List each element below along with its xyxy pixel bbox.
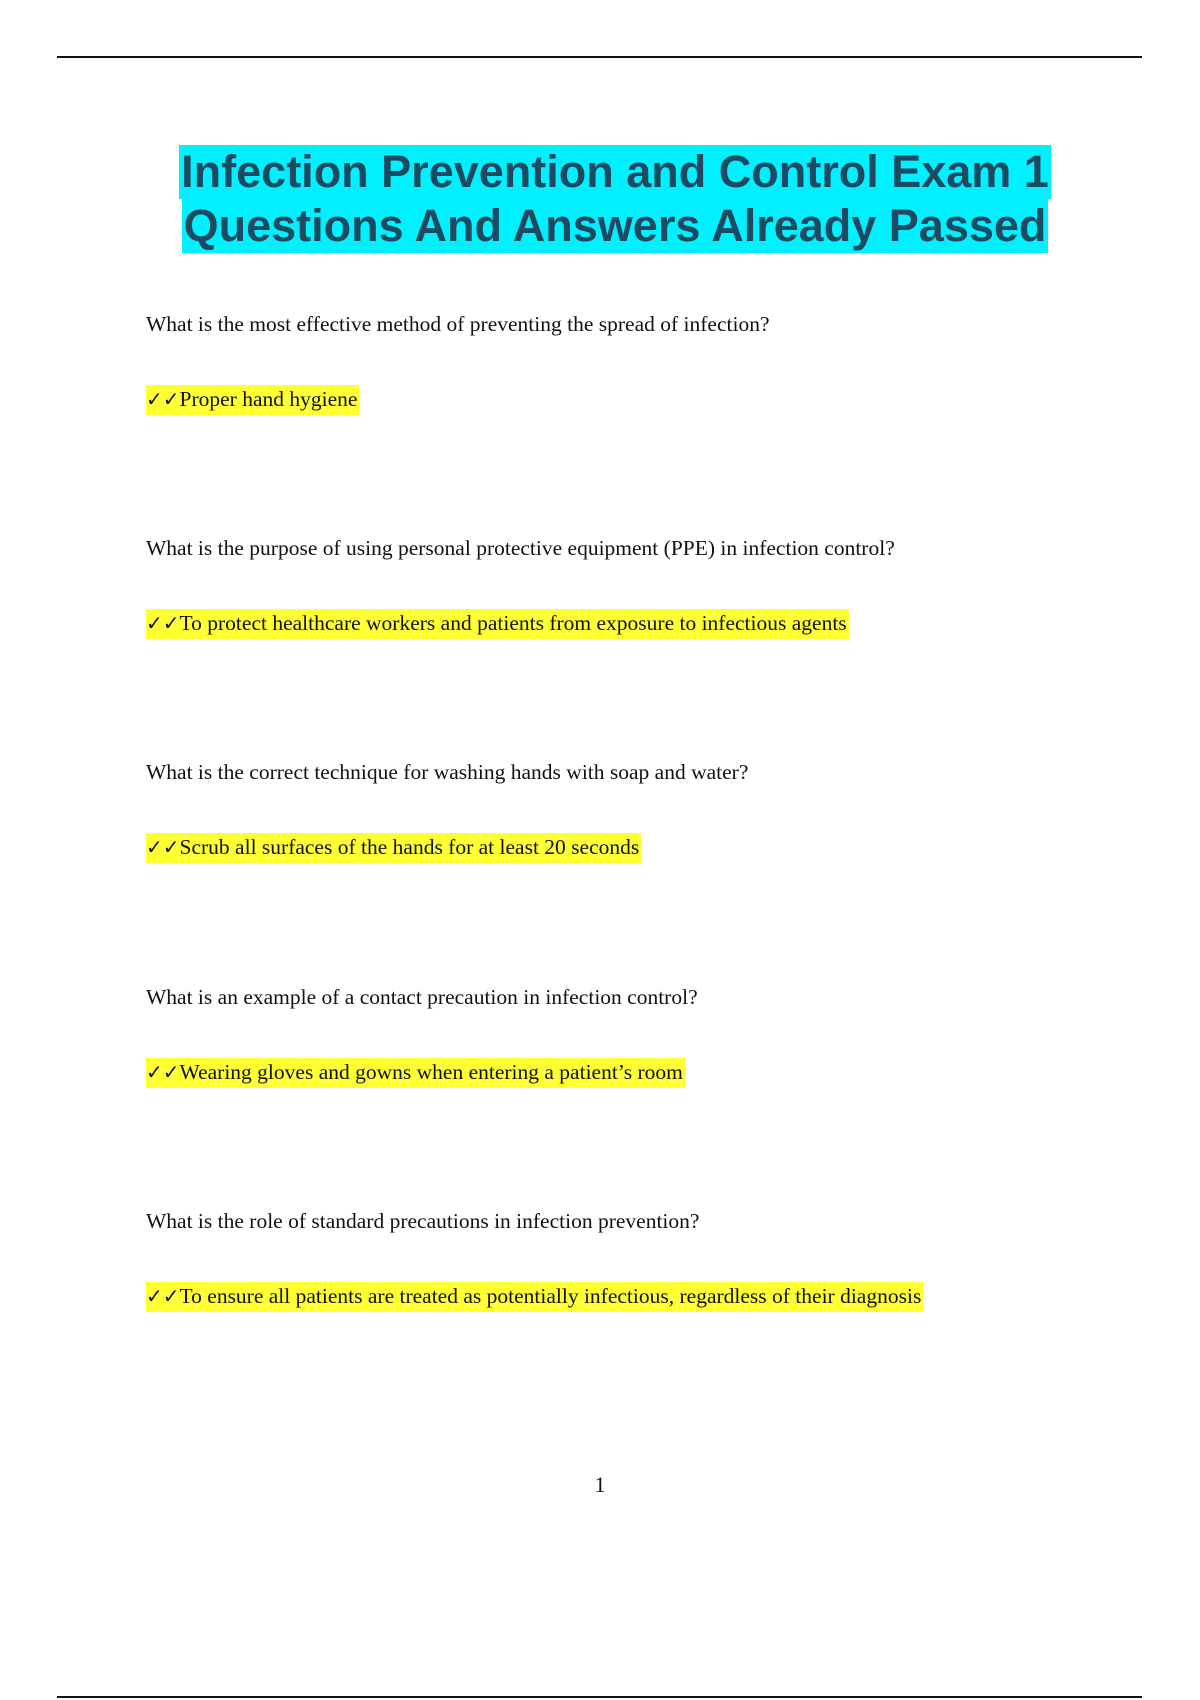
top-rule (57, 56, 1142, 58)
document-title (150, 145, 1080, 253)
double-check-icon: ✓✓ (146, 1060, 180, 1084)
question-text: What is the most effective method of preventing the spread of infection? (146, 312, 770, 336)
double-check-icon: ✓✓ (146, 611, 180, 635)
title-line-1: Infection Prevention and Control Exam 1 (181, 146, 1049, 197)
question-text: What is the role of standard precautions in infection prevention? (146, 1209, 700, 1233)
question-text: What is the purpose of using personal protective equipment (PPE) in infection control? (146, 536, 895, 560)
answer-text: Proper hand hygiene (179, 387, 358, 411)
answer-highlight (146, 385, 359, 415)
answer-text: Wearing gloves and gowns when entering a patient’s room (179, 1060, 683, 1084)
double-check-icon: ✓✓ (146, 1284, 180, 1308)
question-text: What is the correct technique for washing hands with soap and water? (146, 760, 749, 784)
question-text: What is an example of a contact precaution in infection control? (146, 985, 698, 1009)
title-line-2: Questions And Answers Already Passed (183, 200, 1047, 251)
answer-highlight (146, 1282, 923, 1312)
double-check-icon: ✓✓ (146, 387, 180, 411)
bottom-rule (57, 1696, 1142, 1698)
answer-text: To ensure all patients are treated as potentially infectious, regardless of their diagnosis (179, 1284, 922, 1308)
answer-highlight (146, 1058, 685, 1088)
page-number: 1 (594, 1472, 606, 1497)
answer-highlight (146, 609, 849, 639)
answer-text: To protect healthcare workers and patients from exposure to infectious agents (179, 611, 847, 635)
double-check-icon: ✓✓ (146, 835, 180, 859)
answer-highlight (146, 833, 641, 863)
answer-text: Scrub all surfaces of the hands for at least 20 seconds (179, 835, 640, 859)
